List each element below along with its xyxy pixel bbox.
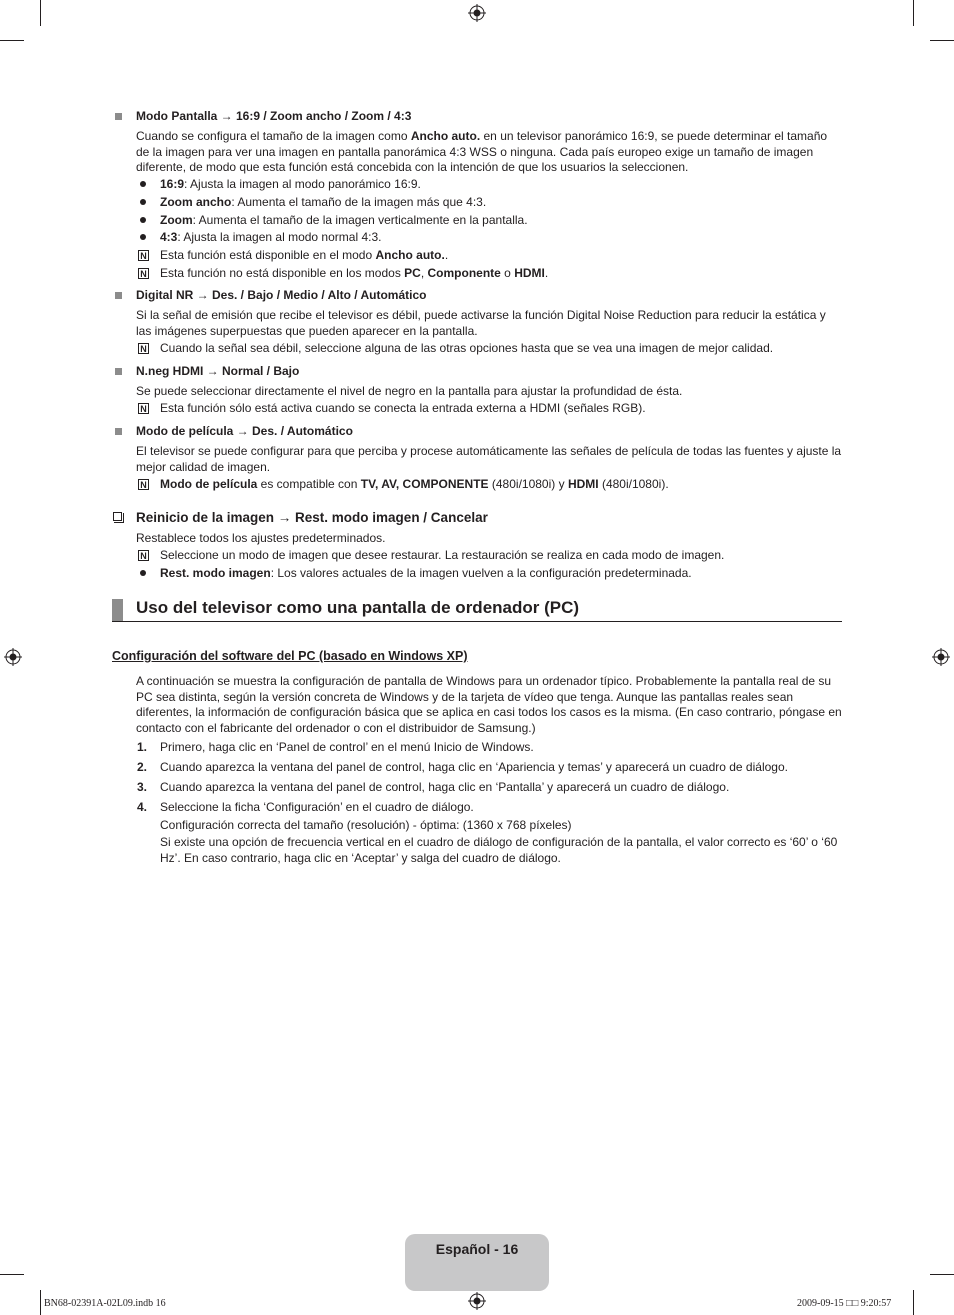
square-bullet-icon	[115, 428, 122, 435]
crop-mark	[40, 1290, 41, 1315]
list-item: Rest. modo imagen: Los valores actuales de la imagen vuelven a la configuración predeterminada.	[160, 566, 692, 580]
registration-mark-icon	[4, 648, 22, 666]
step-detail: Si existe una opción de frecuencia vertical en el cuadro de diálogo de configuración de la pantalla, el valor correcto es ‘60’ o ‘60 Hz’. En caso contrario, haga clic en ‘Aceptar’ y salga del cuadro de diálogo.	[160, 835, 838, 865]
crop-mark	[40, 0, 41, 26]
reset-description: Restablece todos los ajustes predeterminados.	[136, 531, 386, 545]
step-text: Primero, haga clic en ‘Panel de control’ en el menú Inicio de Windows.	[160, 740, 534, 754]
note-icon: N	[138, 550, 149, 561]
step-text: Seleccione la ficha ‘Configuración’ en el cuadro de diálogo.	[160, 800, 474, 814]
item-title: Digital NR → Des. / Bajo / Medio / Alto / Automático	[136, 288, 427, 302]
step-number: 2.	[137, 760, 148, 774]
list-item: 4:3: Ajusta la imagen al modo normal 4:3.	[160, 230, 382, 244]
step-text: Cuando aparezca la ventana del panel de control, haga clic en ‘Apariencia y temas’ y aparecerá un cuadro de diálogo.	[160, 760, 788, 774]
dot-bullet-icon	[140, 181, 146, 187]
square-bullet-icon	[115, 368, 122, 375]
crop-mark	[0, 40, 24, 41]
subsection-title: Configuración del software del PC (basado en Windows XP)	[112, 649, 468, 663]
item-description: Se puede seleccionar directamente el nivel de negro en la pantalla para ajustar la profundidad de ésta.	[136, 384, 683, 398]
heading-box-icon	[113, 512, 122, 521]
reset-title: Reinicio de la imagen → Rest. modo imagen / Cancelar	[136, 510, 488, 525]
dot-bullet-icon	[140, 234, 146, 240]
note-icon: N	[138, 268, 149, 279]
section-divider	[112, 621, 842, 622]
item-title: Modo Pantalla → 16:9 / Zoom ancho / Zoom / 4:3	[136, 109, 412, 123]
dot-bullet-icon	[140, 217, 146, 223]
step-number: 1.	[137, 740, 148, 754]
list-item: Zoom ancho: Aumenta el tamaño de la imagen más que 4:3.	[160, 195, 487, 209]
dot-bullet-icon	[140, 570, 146, 576]
list-item: 16:9: Ajusta la imagen al modo panorámico 16:9.	[160, 177, 421, 191]
dot-bullet-icon	[140, 199, 146, 205]
print-slug-file: BN68-02391A-02L09.indb 16	[44, 1298, 166, 1309]
note-text: Modo de película es compatible con TV, AV, COMPONENTE (480i/1080i) y HDMI (480i/1080i).	[160, 477, 669, 491]
step-number: 3.	[137, 780, 148, 794]
crop-mark	[930, 40, 954, 41]
square-bullet-icon	[115, 113, 122, 120]
crop-mark	[930, 1274, 954, 1275]
item-description: Cuando se configura el tamaño de la imagen como Ancho auto. en un televisor panorámico 16:9, se puede determinar el tamaño de la imagen para ver una imagen en pantalla panorámica 4:3 WSS o ninguna. Cada país europeo exige un tamaño de imagen diferente, de modo que esta función está concebida con la intención de que los usuarios la seleccionen.	[136, 129, 828, 174]
note-icon: N	[138, 403, 149, 414]
note-text: Esta función no está disponible en los modos PC, Componente o HDMI.	[160, 266, 549, 280]
note-icon: N	[138, 250, 149, 261]
list-item: Zoom: Aumenta el tamaño de la imagen verticalmente en la pantalla.	[160, 213, 528, 227]
crop-mark	[913, 0, 914, 26]
crop-mark	[0, 1274, 24, 1275]
item-title: N.neg HDMI → Normal / Bajo	[136, 364, 300, 378]
registration-mark-icon	[468, 1292, 486, 1310]
print-slug-date: 2009-09-15 □□ 9:20:57	[797, 1298, 892, 1309]
step-detail: Configuración correcta del tamaño (resolución) - óptima: (1360 x 768 píxeles)	[160, 818, 572, 832]
page-number: Español - 16	[435, 1241, 519, 1257]
item-description: Si la señal de emisión que recibe el televisor es débil, puede activarse la función Digital Noise Reduction para reducir la estática y las imágenes superpuestas que pueden aparecer en la pantalla.	[136, 308, 826, 338]
step-text: Cuando aparezca la ventana del panel de control, haga clic en ‘Pantalla’ y aparecerá un cuadro de diálogo.	[160, 780, 730, 794]
step-number: 4.	[137, 800, 148, 814]
item-title: Modo de película → Des. / Automático	[136, 424, 353, 438]
section-marker	[112, 599, 123, 621]
note-text: Seleccione un modo de imagen que desee restaurar. La restauración se realiza en cada modo de imagen.	[160, 548, 725, 562]
note-icon: N	[138, 343, 149, 354]
pc-intro: A continuación se muestra la configuración de pantalla de Windows para un ordenador típico. Probablemente la pantalla real de su PC sea distinta, según la versión concreta de Windows y de la tarjeta de vídeo que tenga. Aunque las pantallas reales sean diferentes, la información de configuración básica que se aplica en casi todos los casos es la misma. (En caso contrario, póngase en contacto con el fabricante del ordenador o con el distribuidor de Samsung.)	[136, 674, 842, 735]
note-icon: N	[138, 479, 149, 490]
note-text: Esta función sólo está activa cuando se conecta la entrada externa a HDMI (señales RGB).	[160, 401, 646, 415]
note-text: Esta función está disponible en el modo Ancho auto..	[160, 248, 449, 262]
item-description: El televisor se puede configurar para que perciba y procese automáticamente las señales de película de todas las fuentes y ajuste la mejor calidad de imagen.	[136, 444, 842, 474]
crop-mark	[913, 1290, 914, 1315]
registration-mark-icon	[468, 4, 486, 22]
section-title: Uso del televisor como una pantalla de ordenador (PC)	[136, 598, 580, 617]
square-bullet-icon	[115, 292, 122, 299]
note-text: Cuando la señal sea débil, seleccione alguna de las otras opciones hasta que se vea una imagen de mejor calidad.	[160, 341, 774, 355]
registration-mark-icon	[932, 648, 950, 666]
